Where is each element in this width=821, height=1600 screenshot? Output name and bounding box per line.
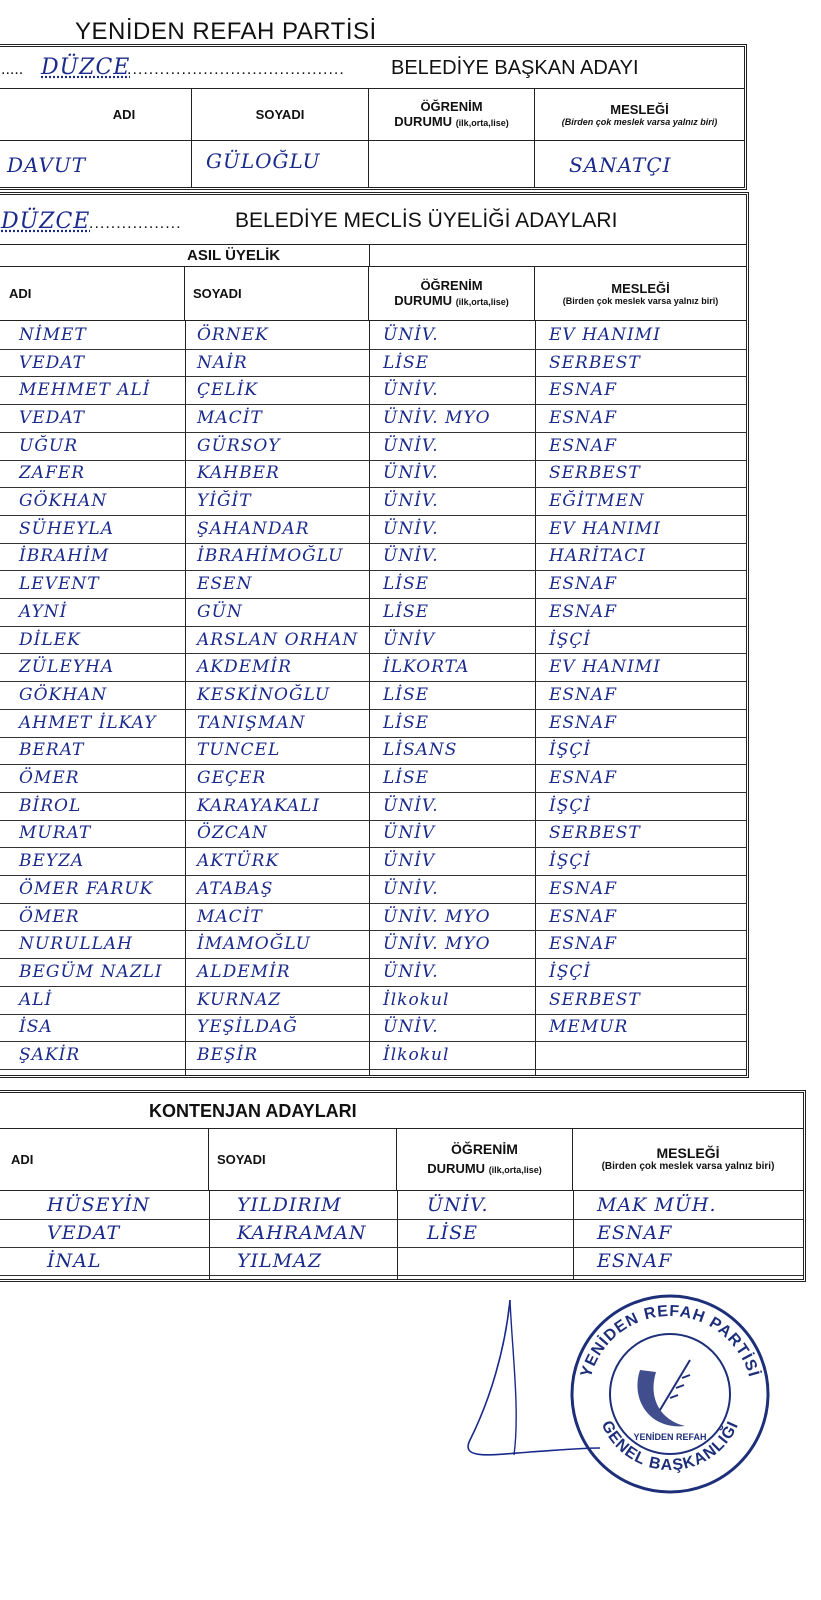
council-cell-adi: UĞUR xyxy=(19,435,79,456)
council-meslek-header: MESLEĞİ xyxy=(611,280,670,296)
quota-meslek-header: MESLEĞİ xyxy=(656,1145,720,1161)
quota-cell-adi: VEDAT xyxy=(47,1222,121,1244)
mayor-ogrenim-sub1: DURUMU xyxy=(394,113,453,129)
council-cell-adi: VEDAT xyxy=(19,407,86,428)
council-cell-soyadi: TUNCEL xyxy=(197,740,281,761)
mayor-col-meslek xyxy=(535,89,744,140)
council-ogrenim-sub1: DURUMU xyxy=(394,292,453,308)
quota-col-ogrenim xyxy=(397,1129,573,1190)
council-cell-soyadi: GÜRSOY xyxy=(197,435,281,456)
council-cell-soyadi: NAİR xyxy=(197,352,248,373)
council-cell-meslek: İŞÇİ xyxy=(549,740,592,761)
council-col-adi xyxy=(0,267,185,320)
council-cell-adi: AHMET İLKAY xyxy=(19,712,157,733)
council-cell-ogrenim: ÜNİV. xyxy=(383,518,439,539)
quota-title-row xyxy=(0,1093,803,1129)
mayor-meslek-header: MESLEĞİ xyxy=(610,101,669,117)
quota-cell-ogrenim: LİSE xyxy=(427,1222,479,1244)
council-cell-ogrenim: ÜNİV. xyxy=(383,491,439,512)
council-cell-adi: LEVENT xyxy=(19,574,100,595)
council-cell-ogrenim: ÜNİV. xyxy=(383,435,439,456)
quota-cell-meslek: ESNAF xyxy=(597,1250,673,1272)
council-cell-adi: DİLEK xyxy=(19,629,81,650)
stamp-top-text: YENİDEN REFAH PARTİSİ xyxy=(577,1302,763,1380)
council-cell-meslek: ESNAF xyxy=(549,768,618,789)
council-cell-meslek: ESNAF xyxy=(549,934,618,955)
mayor-candidate-soyadi: GÜLOĞLU xyxy=(192,141,369,187)
council-cell-soyadi: BEŞİR xyxy=(197,1045,259,1066)
mayor-title-row xyxy=(0,47,744,89)
council-cell-soyadi: ALDEMİR xyxy=(197,961,291,982)
council-cell-meslek: ESNAF xyxy=(549,878,618,899)
council-cell-adi: AYNİ xyxy=(19,601,68,622)
council-cell-meslek: İŞÇİ xyxy=(549,851,592,872)
stamp-bottom-text: GENEL BAŞKANLIĞI xyxy=(597,1418,743,1475)
quota-cell-meslek: ESNAF xyxy=(597,1222,673,1244)
council-cell-ogrenim: LİSANS xyxy=(383,740,458,761)
council-cell-ogrenim: ÜNİV xyxy=(383,823,436,844)
stamp-inner-text: YENİDEN REFAH xyxy=(633,1432,707,1442)
council-header-row xyxy=(0,267,746,321)
council-cell-adi: ÖMER FARUK xyxy=(19,878,154,899)
council-cell-ogrenim: ÜNİV. MYO xyxy=(383,906,491,927)
council-cell-ogrenim: LİSE xyxy=(383,712,430,733)
council-col-soyadi xyxy=(185,267,369,320)
council-cell-meslek: SERBEST xyxy=(549,989,641,1010)
council-cell-meslek: EV HANIMI xyxy=(549,518,661,539)
mayor-header-row xyxy=(0,89,744,141)
council-cell-adi: BERAT xyxy=(19,740,85,761)
council-cell-meslek: HARİTACI xyxy=(549,546,647,567)
mayor-soyadi-header: SOYADI xyxy=(255,107,305,122)
council-cell-meslek: MEMUR xyxy=(549,1017,629,1038)
council-cell-adi: ALİ xyxy=(19,989,53,1010)
council-title-row xyxy=(0,195,746,245)
council-cell-soyadi: YİĞİT xyxy=(197,491,252,512)
quota-header-row xyxy=(0,1129,803,1191)
council-city: DÜZCE xyxy=(1,209,91,234)
council-cell-meslek: İŞÇİ xyxy=(549,961,592,982)
quota-cell-ogrenim xyxy=(427,1247,573,1275)
council-cell-ogrenim: ÜNİV. xyxy=(383,546,439,567)
quota-cell-soyadi: YILMAZ xyxy=(237,1250,323,1272)
council-cell-adi: SÜHEYLA xyxy=(19,518,114,539)
council-vline-2 xyxy=(369,321,370,1075)
party-title: YENİDEN REFAH PARTİSİ xyxy=(75,18,377,45)
council-cell-adi: BEYZA xyxy=(19,851,85,872)
mayor-col-adi xyxy=(0,89,192,140)
council-ogrenim-sub2: (ilk,orta,lise) xyxy=(455,296,509,307)
mayor-dots-left: ..... xyxy=(1,61,24,78)
council-cell-adi: BEGÜM NAZLI xyxy=(19,961,163,982)
council-cell-meslek: SERBEST xyxy=(549,823,641,844)
quota-cell-soyadi: YILDIRIM xyxy=(237,1194,342,1216)
council-cell-soyadi: KARAYAKALI xyxy=(197,795,321,816)
council-cell-adi: MURAT xyxy=(19,823,92,844)
quota-table-body xyxy=(0,1191,803,1279)
council-cell-soyadi: AKDEMİR xyxy=(197,657,292,678)
mayor-section xyxy=(0,44,747,190)
council-cell-ogrenim: ÜNİV. xyxy=(383,878,439,899)
council-cell-soyadi: MACİT xyxy=(197,906,263,927)
council-vline-1 xyxy=(185,321,186,1075)
council-cell-soyadi: KESKİNOĞLU xyxy=(197,684,331,705)
council-cell-ogrenim: ÜNİV xyxy=(383,851,436,872)
council-col-meslek xyxy=(535,267,746,320)
council-cell-ogrenim: İlkokul xyxy=(383,1045,450,1066)
council-subtitle-row xyxy=(0,245,746,267)
quota-col-meslek xyxy=(573,1129,803,1190)
mayor-ogrenim-sub2: (ilk,orta,lise) xyxy=(455,117,509,128)
council-cell-soyadi: ÇELİK xyxy=(197,380,259,401)
council-cell-meslek: ESNAF xyxy=(549,574,618,595)
quota-cell-ogrenim: ÜNİV. xyxy=(427,1194,489,1216)
council-subtitle-divider xyxy=(369,245,370,266)
council-cell-adi: İBRAHİM xyxy=(19,546,110,567)
council-cell-meslek: SERBEST xyxy=(549,463,641,484)
council-cell-meslek: ESNAF xyxy=(549,407,618,428)
council-cell-meslek: ESNAF xyxy=(549,601,618,622)
council-cell-ogrenim: LİSE xyxy=(383,768,430,789)
council-cell-adi: İSA xyxy=(19,1017,53,1038)
council-cell-ogrenim: ÜNİV. xyxy=(383,961,439,982)
quota-vline-2 xyxy=(397,1191,398,1279)
council-cell-meslek: ESNAF xyxy=(549,906,618,927)
mayor-candidate-meslek: SANATÇI xyxy=(569,153,672,177)
mayor-meslek-sub: (Birden çok meslek varsa yalnız biri) xyxy=(561,116,718,127)
council-cell-meslek: EĞİTMEN xyxy=(549,491,645,512)
council-cell-soyadi: KAHBER xyxy=(197,463,280,484)
council-cell-adi: ÖMER xyxy=(19,768,80,789)
council-cell-ogrenim: LİSE xyxy=(383,684,430,705)
council-vline-3 xyxy=(535,321,536,1075)
mayor-adi-header: ADI xyxy=(112,107,136,122)
council-cell-adi: BİROL xyxy=(19,795,82,816)
council-cell-meslek: ESNAF xyxy=(549,684,618,705)
council-cell-meslek: EV HANIMI xyxy=(549,657,661,678)
quota-row-line xyxy=(0,1275,803,1276)
council-cell-ogrenim: LİSE xyxy=(383,574,430,595)
quota-ogrenim-sub2: (ilk,orta,lise) xyxy=(488,1165,542,1175)
council-cell-soyadi: ÖRNEK xyxy=(197,324,269,345)
mayor-dots: ........................................ xyxy=(127,61,345,78)
council-cell-ogrenim: ÜNİV. MYO xyxy=(383,407,491,428)
council-soyadi-header: SOYADI xyxy=(193,286,242,301)
council-cell-ogrenim: ÜNİV. xyxy=(383,1017,439,1038)
council-ogrenim-header: ÖĞRENİM xyxy=(420,277,483,293)
mayor-candidate-ogrenim xyxy=(369,141,535,187)
quota-cell-soyadi: KAHRAMAN xyxy=(237,1222,367,1244)
council-cell-adi: GÖKHAN xyxy=(19,491,108,512)
council-cell-soyadi: ŞAHANDAR xyxy=(197,518,310,539)
council-cell-meslek: EV HANIMI xyxy=(549,324,661,345)
council-subtitle: ASIL ÜYELİK xyxy=(187,247,281,264)
quota-adi-header: ADI xyxy=(11,1152,34,1167)
council-col-ogrenim xyxy=(369,267,535,320)
quota-vline-1 xyxy=(209,1191,210,1279)
council-cell-ogrenim: ÜNİV. xyxy=(383,795,439,816)
council-cell-soyadi: TANIŞMAN xyxy=(197,712,306,733)
council-cell-soyadi: İBRAHİMOĞLU xyxy=(197,546,344,567)
mayor-candidate-adi: DAVUT xyxy=(0,141,192,187)
council-section xyxy=(0,192,749,1078)
quota-soyadi-header: SOYADI xyxy=(217,1152,266,1167)
council-title: BELEDİYE MECLİS ÜYELİĞİ ADAYLARI xyxy=(235,209,618,232)
council-adi-header: ADI xyxy=(9,286,32,301)
council-cell-adi: ZÜLEYHA xyxy=(19,657,115,678)
council-cell-meslek xyxy=(549,1041,719,1069)
quota-ogrenim-sub1: DURUMU xyxy=(427,1161,486,1176)
council-cell-adi: MEHMET ALİ xyxy=(19,380,151,401)
council-cell-soyadi: YEŞİLDAĞ xyxy=(197,1017,298,1038)
council-cell-meslek: ESNAF xyxy=(549,712,618,733)
quota-meslek-sub: (Birden çok meslek varsa yalnız biri) xyxy=(601,1161,775,1172)
quota-cell-adi: HÜSEYİN xyxy=(47,1194,151,1216)
council-cell-ogrenim: ÜNİV. xyxy=(383,463,439,484)
council-cell-meslek: ESNAF xyxy=(549,435,618,456)
stamp-wheat-icon xyxy=(660,1360,690,1410)
quota-cell-adi: İNAL xyxy=(47,1250,102,1272)
council-cell-soyadi: ESEN xyxy=(197,574,253,595)
mayor-title: BELEDİYE BAŞKAN ADAYI xyxy=(391,57,639,79)
council-cell-adi: ZAFER xyxy=(19,463,86,484)
council-cell-ogrenim: LİSE xyxy=(383,352,430,373)
council-cell-meslek: SERBEST xyxy=(549,352,641,373)
council-cell-meslek: İŞÇİ xyxy=(549,629,592,650)
council-cell-meslek: İŞÇİ xyxy=(549,795,592,816)
council-cell-soyadi: MACİT xyxy=(197,407,263,428)
mayor-ogrenim-header: ÖĞRENİM xyxy=(420,98,483,114)
quota-section xyxy=(0,1090,806,1282)
mayor-col-soyadi xyxy=(192,89,369,140)
mayor-col-ogrenim xyxy=(369,89,535,140)
council-cell-ogrenim: ÜNİV. MYO xyxy=(383,934,491,955)
council-cell-ogrenim: ÜNİV xyxy=(383,629,436,650)
council-cell-soyadi: KURNAZ xyxy=(197,989,282,1010)
council-cell-ogrenim: İlkokul xyxy=(383,989,450,1010)
council-cell-soyadi: ARSLAN ORHAN xyxy=(197,629,359,650)
official-stamp xyxy=(560,1280,780,1500)
council-cell-ogrenim: ÜNİV. xyxy=(383,324,439,345)
council-cell-adi: ÖMER xyxy=(19,906,80,927)
council-cell-meslek: ESNAF xyxy=(549,380,618,401)
council-meslek-sub: (Birden çok meslek varsa yalnız biri) xyxy=(562,295,719,306)
council-cell-soyadi: ATABAŞ xyxy=(197,878,274,899)
council-cell-soyadi: İMAMOĞLU xyxy=(197,934,312,955)
council-cell-adi: NURULLAH xyxy=(19,934,134,955)
council-cell-ogrenim: ÜNİV. xyxy=(383,380,439,401)
quota-vline-3 xyxy=(573,1191,574,1279)
council-cell-soyadi: ÖZCAN xyxy=(197,823,268,844)
council-row-line xyxy=(0,1069,746,1070)
council-cell-soyadi: GEÇER xyxy=(197,768,267,789)
council-cell-soyadi: GÜN xyxy=(197,601,243,622)
council-cell-ogrenim: İLKORTA xyxy=(383,657,470,678)
quota-col-soyadi xyxy=(209,1129,397,1190)
mayor-candidate-row xyxy=(0,141,744,187)
council-table-body xyxy=(0,321,746,1075)
council-cell-adi: NİMET xyxy=(19,324,87,345)
quota-title: KONTENJAN ADAYLARI xyxy=(149,1101,357,1121)
council-cell-adi: VEDAT xyxy=(19,352,86,373)
quota-cell-meslek: MAK MÜH. xyxy=(597,1194,717,1216)
mayor-city: DÜZCE xyxy=(41,55,131,80)
council-cell-adi: GÖKHAN xyxy=(19,684,108,705)
quota-col-adi xyxy=(0,1129,209,1190)
council-dots: ................. xyxy=(89,215,182,232)
council-cell-soyadi: AKTÜRK xyxy=(197,851,280,872)
council-cell-ogrenim: LİSE xyxy=(383,601,430,622)
quota-ogrenim-header: ÖĞRENİM xyxy=(451,1141,518,1157)
council-cell-adi: ŞAKİR xyxy=(19,1045,81,1066)
